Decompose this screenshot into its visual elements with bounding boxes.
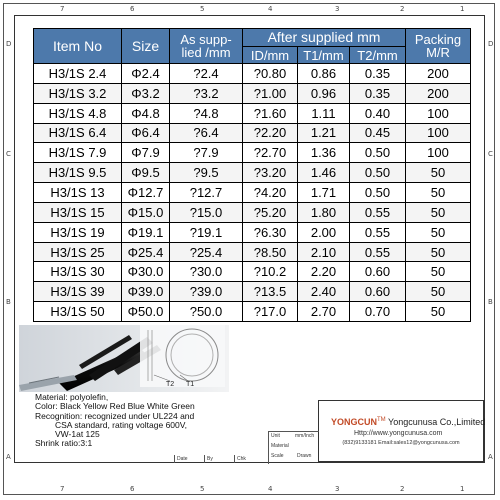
frame-number-bottom: 5 xyxy=(200,485,205,493)
frame-number-bottom: 6 xyxy=(130,485,135,493)
frame-number-bottom: 7 xyxy=(60,485,65,493)
header-after-supplied: After supplied mm xyxy=(243,29,406,47)
cell-size: Φ39.0 xyxy=(122,282,170,302)
label-t2: T2 xyxy=(166,381,175,387)
cell-item: H3/1S 9.5 xyxy=(34,163,122,183)
cell-t2: 0.55 xyxy=(350,202,406,222)
cell-id: ?6.30 xyxy=(243,222,298,242)
cell-t2: 0.70 xyxy=(350,302,406,322)
cell-supplied: ?50.0 xyxy=(170,302,243,322)
table-row xyxy=(34,202,471,222)
header-packing xyxy=(406,29,471,64)
header-as-supplied-line2: lied /mm xyxy=(181,45,231,60)
cell-t2: 0.60 xyxy=(350,282,406,302)
frame-letter-right: C xyxy=(488,150,493,158)
cell-t2: 0.50 xyxy=(350,163,406,183)
cell-size: Φ9.5 xyxy=(122,163,170,183)
frame-number-top: 4 xyxy=(268,5,273,13)
cell-size: Φ12.7 xyxy=(122,183,170,203)
cell-packing: 100 xyxy=(406,103,471,123)
frame-number-bottom: 2 xyxy=(400,485,405,493)
cell-packing: 50 xyxy=(406,302,471,322)
cell-t2: 0.55 xyxy=(350,242,406,262)
frame-letter-left: B xyxy=(6,298,11,306)
cell-id: ?2.20 xyxy=(243,123,298,143)
cell-id: ?5.20 xyxy=(243,202,298,222)
cell-item: H3/1S 6.4 xyxy=(34,123,122,143)
frame-number-top: 2 xyxy=(400,5,405,13)
title-strip xyxy=(14,455,485,463)
cell-id: ?8.50 xyxy=(243,242,298,262)
cell-supplied: ?6.4 xyxy=(170,123,243,143)
company-line xyxy=(331,417,485,427)
cell-t1: 1.46 xyxy=(298,163,350,183)
frame-letter-right: B xyxy=(488,298,493,306)
frame-number-bottom: 3 xyxy=(335,485,340,493)
header-as-supplied-line1: As supp- xyxy=(180,32,232,47)
label-t1: T1 xyxy=(186,381,195,387)
cell-t1: 1.71 xyxy=(298,183,350,203)
cell-id: ?2.70 xyxy=(243,143,298,163)
material-label: Material xyxy=(271,443,289,449)
cell-t1: 0.86 xyxy=(298,64,350,84)
table-row xyxy=(34,262,471,282)
cell-supplied: ?9.5 xyxy=(170,163,243,183)
cell-t1: 2.40 xyxy=(298,282,350,302)
cell-t2: 0.35 xyxy=(350,83,406,103)
table-row xyxy=(34,302,471,322)
cell-packing: 50 xyxy=(406,183,471,203)
cell-item: H3/1S 15 xyxy=(34,202,122,222)
table-row xyxy=(34,83,471,103)
cell-item: H3/1S 13 xyxy=(34,183,122,203)
cell-supplied: ?30.0 xyxy=(170,262,243,282)
shrink-ratio-line: Shrink ratio:3:1 xyxy=(35,438,93,449)
cell-supplied: ?19.1 xyxy=(170,222,243,242)
unit-label: Unit xyxy=(271,433,280,439)
table-row xyxy=(34,163,471,183)
cell-id: ?4.20 xyxy=(243,183,298,203)
cell-t1: 2.70 xyxy=(298,302,350,322)
cell-item: H3/1S 2.4 xyxy=(34,64,122,84)
cell-size: Φ4.8 xyxy=(122,103,170,123)
cell-t2: 0.60 xyxy=(350,262,406,282)
cell-item: H3/1S 7.9 xyxy=(34,143,122,163)
recognition-line-3: VW-1at 125 xyxy=(55,429,100,440)
recognition-line: Recognition: recognized under UL224 and xyxy=(35,410,195,421)
cell-packing: 100 xyxy=(406,123,471,143)
frame-letter-left: D xyxy=(6,40,12,48)
cell-t2: 0.55 xyxy=(350,222,406,242)
cell-supplied: ?7.9 xyxy=(170,143,243,163)
cell-size: Φ7.9 xyxy=(122,143,170,163)
company-contact: (832)9133181 Email:sales12@yongcunusa.com xyxy=(342,440,460,446)
unit-material-block xyxy=(268,431,319,464)
frame-number-bottom: 4 xyxy=(268,485,273,493)
cell-item: H3/1S 19 xyxy=(34,222,122,242)
cell-supplied: ?4.8 xyxy=(170,103,243,123)
spec-table xyxy=(33,28,471,322)
table-row xyxy=(34,64,471,84)
cell-t1: 2.10 xyxy=(298,242,350,262)
cell-id: ?3.20 xyxy=(243,163,298,183)
cell-packing: 200 xyxy=(406,64,471,84)
cell-t1: 1.21 xyxy=(298,123,350,143)
frame-letter-left: A xyxy=(6,453,11,461)
cell-t1: 1.80 xyxy=(298,202,350,222)
cell-size: Φ25.4 xyxy=(122,242,170,262)
table-row xyxy=(34,282,471,302)
cell-packing: 50 xyxy=(406,163,471,183)
frame-letter-right: A xyxy=(488,453,493,461)
header-size: Size xyxy=(122,29,170,64)
cell-packing: 100 xyxy=(406,143,471,163)
header-id: ID/mm xyxy=(243,47,298,64)
cell-supplied: ?25.4 xyxy=(170,242,243,262)
cell-id: ?1.60 xyxy=(243,103,298,123)
cell-supplied: ?3.2 xyxy=(170,83,243,103)
scale-label: Scale xyxy=(271,453,284,459)
material-description xyxy=(35,393,295,449)
strip-cell-chk: Chk xyxy=(234,455,259,463)
unit-value: mm/Inch xyxy=(295,433,315,439)
cell-supplied: ?15.0 xyxy=(170,202,243,222)
cell-id: ?17.0 xyxy=(243,302,298,322)
cell-item: H3/1S 30 xyxy=(34,262,122,282)
cell-size: Φ6.4 xyxy=(122,123,170,143)
cell-t1: 1.36 xyxy=(298,143,350,163)
cell-size: Φ30.0 xyxy=(122,262,170,282)
cell-t2: 0.50 xyxy=(350,143,406,163)
table-row xyxy=(34,123,471,143)
cell-id: ?0.80 xyxy=(243,64,298,84)
cell-item: H3/1S 39 xyxy=(34,282,122,302)
table-row xyxy=(34,183,471,203)
frame-letter-right: D xyxy=(488,40,494,48)
header-item-no: Item No xyxy=(34,29,122,64)
cell-packing: 50 xyxy=(406,222,471,242)
cell-packing: 50 xyxy=(406,242,471,262)
table-row xyxy=(34,222,471,242)
frame-number-bottom: 1 xyxy=(460,485,465,493)
cell-item: H3/1S 50 xyxy=(34,302,122,322)
brand-logo: YONGCUN xyxy=(331,417,378,427)
cell-packing: 50 xyxy=(406,262,471,282)
cell-t1: 2.20 xyxy=(298,262,350,282)
cell-size: Φ50.0 xyxy=(122,302,170,322)
frame-number-top: 1 xyxy=(460,5,465,13)
company-website[interactable]: Http://www.yongcunusa.com xyxy=(354,430,443,437)
header-t1: T1/mm xyxy=(298,47,350,64)
header-packing-line1: Packing xyxy=(414,32,462,47)
header-packing-line2: M/R xyxy=(426,45,450,60)
cell-item: H3/1S 3.2 xyxy=(34,83,122,103)
cell-supplied: ?2.4 xyxy=(170,64,243,84)
strip-cell-date: Date xyxy=(174,455,204,463)
company-name: Yongcunusa Co.,Limited xyxy=(388,417,486,427)
cell-t2: 0.40 xyxy=(350,103,406,123)
cross-section-diagram xyxy=(140,325,225,387)
cell-supplied: ?39.0 xyxy=(170,282,243,302)
cell-supplied: ?12.7 xyxy=(170,183,243,203)
cell-size: Φ2.4 xyxy=(122,64,170,84)
cell-item: H3/1S 25 xyxy=(34,242,122,262)
frame-number-top: 6 xyxy=(130,5,135,13)
cell-packing: 50 xyxy=(406,202,471,222)
header-t2: T2/mm xyxy=(350,47,406,64)
trademark-mark: TM xyxy=(377,417,386,423)
cell-packing: 200 xyxy=(406,83,471,103)
frame-number-top: 7 xyxy=(60,5,65,13)
cell-size: Φ15.0 xyxy=(122,202,170,222)
cell-size: Φ19.1 xyxy=(122,222,170,242)
cell-packing: 50 xyxy=(406,282,471,302)
cell-t2: 0.35 xyxy=(350,64,406,84)
cell-id: ?10.2 xyxy=(243,262,298,282)
recognition-line-2: CSA standard, rating voltage 600V, xyxy=(55,419,187,430)
header-as-supplied xyxy=(170,29,243,64)
frame-number-top: 5 xyxy=(200,5,205,13)
cell-size: Φ3.2 xyxy=(122,83,170,103)
cell-id: ?13.5 xyxy=(243,282,298,302)
color-line: Color: Black Yellow Red Blue White Green xyxy=(35,401,195,412)
frame-letter-left: C xyxy=(6,150,11,158)
material-line: Material: polyolefin, xyxy=(35,392,109,402)
cell-t1: 0.96 xyxy=(298,83,350,103)
strip-cell-by: By xyxy=(204,455,234,463)
cell-t2: 0.45 xyxy=(350,123,406,143)
table-row xyxy=(34,143,471,163)
cell-t1: 1.11 xyxy=(298,103,350,123)
cell-item: H3/1S 4.8 xyxy=(34,103,122,123)
drawn-label: Drawn xyxy=(297,453,312,459)
frame-number-top: 3 xyxy=(335,5,340,13)
table-row xyxy=(34,242,471,262)
cell-t1: 2.00 xyxy=(298,222,350,242)
cell-id: ?1.00 xyxy=(243,83,298,103)
cell-t2: 0.50 xyxy=(350,183,406,203)
table-row xyxy=(34,103,471,123)
